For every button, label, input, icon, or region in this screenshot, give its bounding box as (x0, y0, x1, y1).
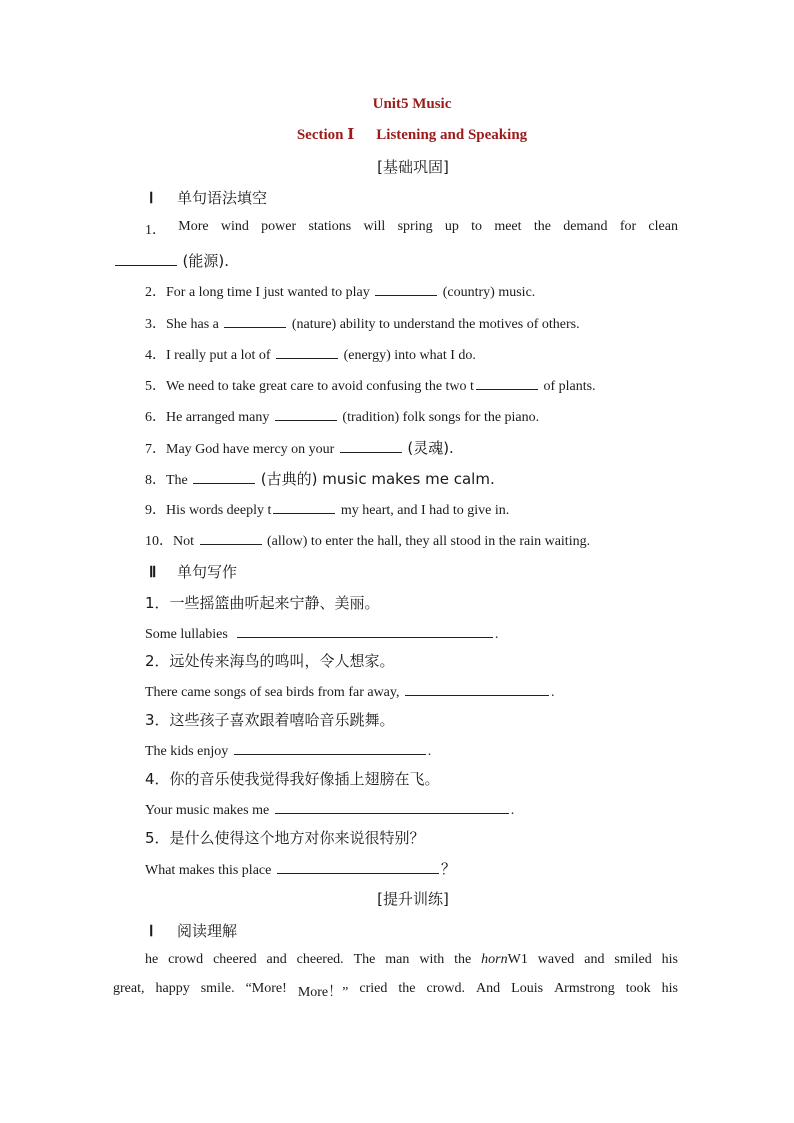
passage-word: the (454, 952, 472, 967)
section-name: Listening and Speaking (376, 127, 528, 143)
passage-word: More！” (297, 985, 349, 1000)
question-1-word: spring (397, 219, 433, 234)
answer-blank[interactable] (193, 469, 255, 484)
passage-word: And (476, 981, 501, 996)
passage-word: he (145, 952, 159, 967)
basic-consolidation-label: [基础巩固] (377, 158, 449, 176)
passage-word: with (419, 952, 445, 967)
answer-blank[interactable] (276, 344, 338, 359)
passage-word: The (353, 952, 376, 967)
answer-blank[interactable] (224, 313, 286, 328)
question-1-word: stations (308, 219, 352, 234)
section-title (0, 125, 794, 144)
horn-italic: horn (481, 952, 508, 967)
question-1-word: the (533, 219, 551, 234)
advanced-training-label: [提升训练] (377, 890, 449, 908)
question-1-word: up (444, 219, 459, 234)
answer-blank[interactable] (273, 499, 335, 514)
question-1-word: meet (494, 219, 522, 234)
question-1-word: demand (563, 219, 608, 234)
passage-word: his (661, 981, 678, 996)
answer-blank[interactable] (476, 375, 538, 390)
passage-word: cried (359, 981, 388, 996)
sentence-1-english: Some lullabies . (145, 623, 498, 643)
passage-word: the (398, 981, 416, 996)
passage-word: smiled (614, 952, 652, 967)
question-1-word: clean (648, 219, 678, 234)
section-label: Section Ⅰ (296, 127, 355, 143)
answer-blank[interactable] (405, 681, 549, 696)
question-4: 4．I really put a lot of (energy) into what I do. (145, 344, 476, 364)
passage-word: happy (155, 981, 190, 996)
sentence-4-chinese: 4．你的音乐使我觉得我好像插上翅膀在飞。 (145, 770, 440, 788)
passage-word: and (266, 952, 287, 967)
question-1-word: power (261, 219, 297, 234)
answer-blank[interactable] (275, 799, 509, 814)
unit-title: Unit5 Music (372, 96, 452, 112)
passage-word: and (584, 952, 605, 967)
answer-blank[interactable] (340, 438, 402, 453)
answer-blank[interactable] (234, 740, 426, 755)
question-8: 8．The (古典的) music makes me calm. (145, 470, 495, 488)
answer-blank[interactable] (237, 623, 493, 638)
answer-blank[interactable] (115, 251, 177, 266)
question-1-line1 (145, 219, 678, 239)
question-1-word: will (363, 219, 386, 234)
answer-blank[interactable] (375, 281, 437, 296)
sentence-5-chinese: 5．是什么使得这个地方对你来说很特别？ (145, 829, 425, 847)
question-1-word: More (178, 219, 209, 234)
sentence-3-english: The kids enjoy . (145, 740, 431, 760)
passage-word: Louis (511, 981, 544, 996)
question-3: 3．She has a (nature) ability to understand the motives of others. (145, 313, 580, 333)
sentence-4-english: Your music makes me . (145, 799, 514, 819)
part1-roman: Ⅰ (149, 191, 154, 207)
question-1-word: wind (220, 219, 249, 234)
reading-passage-line2 (113, 981, 678, 1001)
passage-word: smile. (200, 981, 235, 996)
sentence-2-english: There came songs of sea birds from far away, . (145, 681, 555, 701)
question-10: 10．Not (allow) to enter the hall, they all stood in the rain waiting. (145, 530, 590, 550)
part1-heading (149, 187, 267, 208)
part2-title: 单句写作 (177, 563, 238, 581)
passage-word: waved (537, 952, 575, 967)
question-2: 2．For a long time I just wanted to play (country) music. (145, 281, 535, 301)
question-1-line2: (能源). (113, 250, 229, 271)
passage-word: his (661, 952, 678, 967)
passage-word: “More! (245, 981, 287, 996)
passage-word: cheered (213, 952, 257, 967)
question-5: 5．We need to take great care to avoid confusing the two t of plants. (145, 375, 596, 395)
reading-passage-line1 (145, 952, 678, 968)
answer-blank[interactable] (275, 406, 337, 421)
question-9: 9．His words deeply t my heart, and I had to give in. (145, 499, 509, 519)
part3-heading (149, 920, 237, 941)
passage-word: crowd (168, 952, 204, 967)
passage-word: great, (113, 981, 145, 996)
part2-roman: Ⅱ (149, 565, 157, 581)
passage-word: man (385, 952, 410, 967)
question-1-word: for (619, 219, 637, 234)
passage-word: cheered. (296, 952, 344, 967)
part1-title: 单句语法填空 (177, 189, 268, 207)
question-1-word: to (471, 219, 483, 234)
w1-marker: W1 (507, 952, 528, 967)
answer-blank[interactable] (200, 530, 262, 545)
passage-word: Armstrong (554, 981, 615, 996)
part3-title: 阅读理解 (177, 922, 238, 940)
part2-heading (149, 561, 237, 582)
question-7: 7．May God have mercy on your (灵魂). (145, 439, 454, 457)
passage-word: took (625, 981, 651, 996)
sentence-1-chinese: 1．一些摇篮曲听起来宁静、美丽。 (145, 594, 380, 612)
passage-word: crowd. (426, 981, 465, 996)
passage-word-horn (481, 952, 528, 968)
sentence-3-chinese: 3．这些孩子喜欢跟着嘻哈音乐跳舞。 (145, 711, 395, 729)
question-6: 6．He arranged many (tradition) folk songs for the piano. (145, 406, 539, 426)
sentence-2-chinese: 2．远处传来海鸟的鸣叫，令人想家。 (145, 652, 395, 670)
sentence-5-english: What makes this place ？ (145, 860, 456, 878)
answer-blank[interactable] (277, 859, 439, 874)
question-1-word: 1． (145, 223, 166, 238)
part3-roman: Ⅰ (149, 924, 154, 940)
